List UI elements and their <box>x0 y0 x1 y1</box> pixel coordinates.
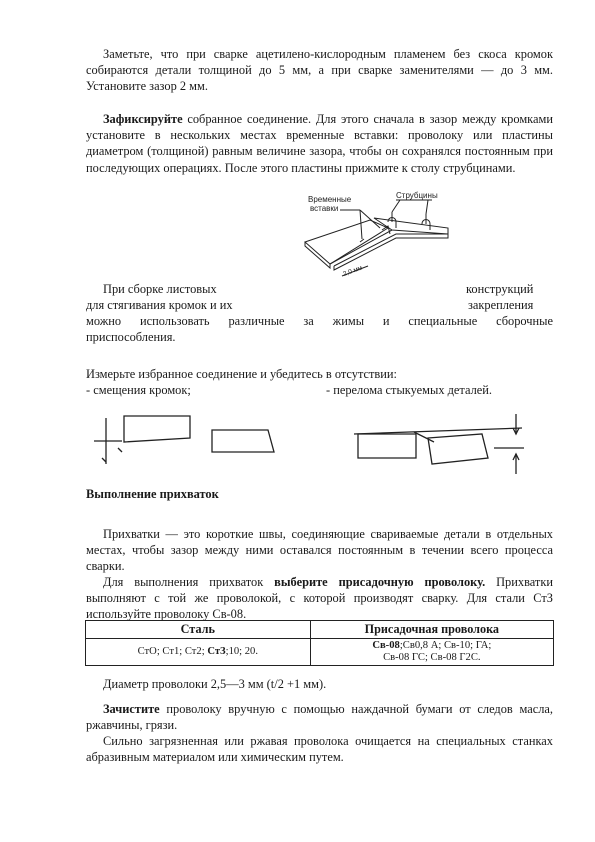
check-intro: Измерьте избранное соединение и убедитесь в отсутствии: <box>86 367 397 381</box>
gap-dimension: 2,0 мм <box>342 264 364 278</box>
wire-sv08: Св-08 <box>372 640 400 651</box>
steel-grade-st3: СтЗ <box>207 646 226 657</box>
steel-wire-table <box>85 620 554 666</box>
table-cell-wire <box>310 639 553 666</box>
clamps-label: Струбцины <box>396 191 438 200</box>
fix-bold-word: Зафиксируйте <box>103 112 183 126</box>
side-text-line1-right: конструкций <box>466 282 534 296</box>
lower-plate <box>212 430 274 452</box>
clean-bold-word: Зачистите <box>103 702 160 716</box>
paragraph-clean <box>86 701 553 733</box>
break-figure <box>354 412 530 476</box>
tack-wire-text-a: Для выполнения прихваток <box>103 575 275 589</box>
check-item-break: - перелома стыкуемых деталей. <box>326 383 493 397</box>
inserts-label-line1: Временные <box>308 195 352 204</box>
paragraph-tack-definition: Прихватки — это короткие швы, соединяющие свариваемые детали в отдельных местах, чтобы зазор между ними оставался постоянным в течении всего процесса сварки. <box>86 527 553 574</box>
table-cell-steel <box>86 639 311 666</box>
fix-text: собранное соединение. Для этого сначала в зазор между кромками установите в нескольких местах временные вставки: проволоку или пластины диаметром (толщиной) равным величине зазора, чтобы он сохранялся постоянным при последующих операциях. После этого пластины прижмите к столу струбцинами. <box>86 112 553 175</box>
edge-shift-figure <box>94 408 294 468</box>
tack-wire-bold: выберите присадочную проволоку. <box>274 575 486 589</box>
steel-grades-c: ;10; 20. <box>225 646 258 657</box>
upper-plate <box>124 416 190 442</box>
inserts-label-line2: вставки <box>310 204 339 213</box>
table-header-wire: Присадочная проволока <box>310 621 553 639</box>
clean-text: проволоку вручную с помощью наждачной бумаги от следов масла, ржавчины, грязи. <box>86 702 553 733</box>
steel-grades-a: СтО; Ст1; Ст2; <box>137 646 208 657</box>
side-text-line4: приспособления. <box>86 330 176 344</box>
paragraph-gap-note: Заметьте, что при сварке ацетилено-кислородным пламенем без скоса кромок собираются детали толщиной до 5 мм, а при сварке заменителями — до 3 мм. Установите зазор 2 мм. <box>86 47 553 94</box>
insert-2 <box>360 239 364 242</box>
table-row <box>86 639 554 666</box>
table-header-row <box>86 621 554 639</box>
side-text-line2-right: закрепления <box>468 298 534 312</box>
wire-grades-b: ;Св0,8 А; Св-10; ГА; <box>399 640 492 651</box>
check-item-edge-shift: - смещения кромок; <box>86 383 191 397</box>
tack-wire-text-c: Прихватки выполняют с той же проволокой, с которой производят сварку. Для стали СтЗ используйте проволоку Св-08. <box>86 575 554 622</box>
wire-diameter: Диаметр проволоки 2,5—3 мм (t/2 +1 мм). <box>103 677 327 691</box>
table-header-steel: Сталь <box>86 621 311 639</box>
paragraph-clean-heavy: Сильно загрязненная или ржавая проволока очищается на специальных станках абразивным материалом или химическим путем. <box>86 734 553 765</box>
left-part <box>358 434 416 458</box>
paragraph-fixing <box>86 111 553 176</box>
side-text-line1-left: При сборке листовых <box>103 282 217 296</box>
side-text-line2-left: для стягивания кромок и их <box>86 298 233 312</box>
paragraph-tack-wire <box>86 574 553 623</box>
section-title: Выполнение прихваток <box>86 487 219 501</box>
right-part <box>428 434 488 464</box>
wire-grades-line2: Св-08 ГС; Св-08 Г2С. <box>383 652 481 663</box>
assembly-figure <box>300 190 460 282</box>
right-plate <box>374 218 448 234</box>
side-text-line3: можно использовать различные за жимы и специальные сборочные <box>86 314 553 328</box>
